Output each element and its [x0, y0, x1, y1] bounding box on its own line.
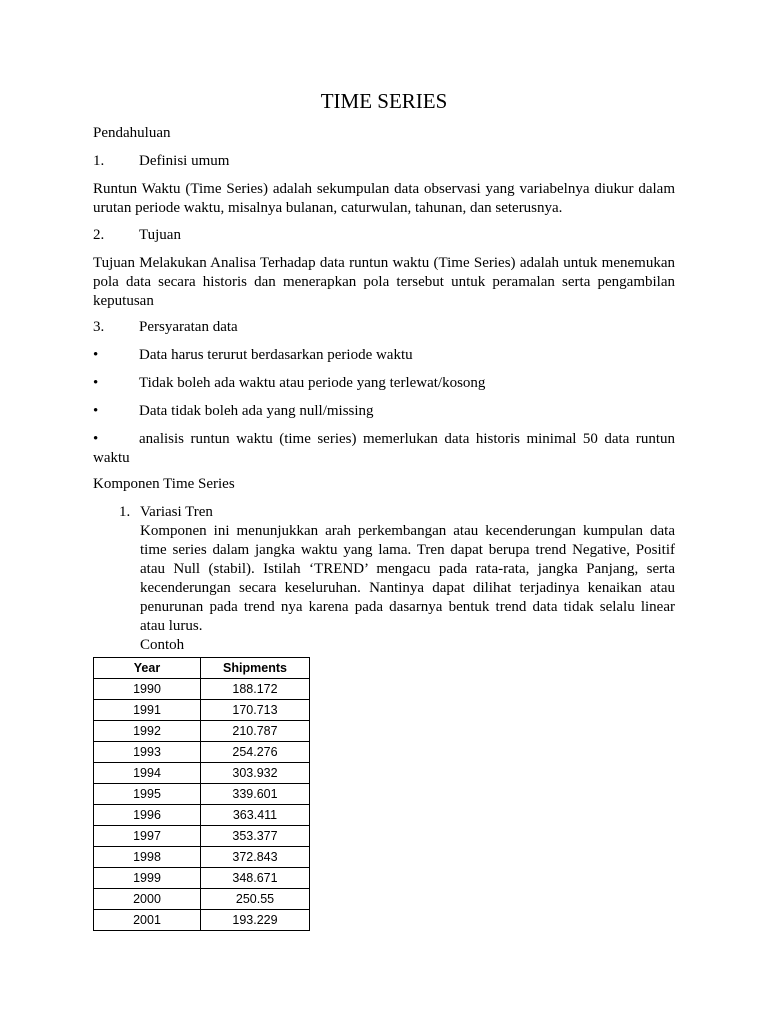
bullet-icon: •: [93, 431, 99, 447]
table-row: [94, 826, 310, 847]
table-row: [94, 805, 310, 826]
variasi-tren-number: 1.: [119, 504, 131, 520]
bullet-text: Tidak boleh ada waktu atau periode yang terlewat/kosong: [139, 375, 486, 391]
shipments-cell: 250.55: [201, 889, 310, 910]
section-2-heading: [93, 226, 675, 245]
table-row: [94, 742, 310, 763]
shipments-cell: 193.229: [201, 910, 310, 931]
variasi-tren-item: [119, 503, 675, 655]
table-row: [94, 847, 310, 868]
table-row: [94, 721, 310, 742]
year-cell: 1993: [94, 742, 201, 763]
shipments-cell: 372.843: [201, 847, 310, 868]
section-1-text: Runtun Waktu (Time Series) adalah sekumpulan data observasi yang variabelnya diukur dalam urutan periode waktu, misalnya bulanan, caturwulan, tahunan, dan seterusnya.: [93, 181, 675, 216]
year-cell: 1996: [94, 805, 201, 826]
year-cell: 2000: [94, 889, 201, 910]
bullet-item: [93, 374, 675, 393]
shipments-table: [93, 657, 310, 931]
table-row: [94, 700, 310, 721]
shipments-cell: 353.377: [201, 826, 310, 847]
variasi-tren-text: Komponen ini menunjukkan arah perkembangan atau kecenderungan kumpulan data time series dalam jangka waktu yang lama. Tren dapat berupa trend Negative, Positif atau Null (stabil). Istilah ‘TREND’ mengacu pada rata-rata, jangka Panjang, serta kecenderungan secara keseluruhan. Nantinya dapat dilihat terjadinya kenaikan atau penurunan pada trend nya karena pada dasarnya bentuk trend data tidak selalu linear atau lurus.: [140, 523, 675, 634]
bullet-item: [93, 346, 675, 365]
shipments-cell: 348.671: [201, 868, 310, 889]
bullet-icon: •: [93, 347, 99, 363]
year-cell: 1999: [94, 868, 201, 889]
page-title: TIME SERIES: [320, 89, 448, 113]
bullet-text: Data tidak boleh ada yang null/missing: [139, 403, 374, 419]
shipments-cell: 363.411: [201, 805, 310, 826]
year-cell: 2001: [94, 910, 201, 931]
contoh-label: Contoh: [140, 637, 185, 653]
intro-heading: Pendahuluan: [93, 125, 171, 141]
year-cell: 1992: [94, 721, 201, 742]
table-body: [94, 679, 310, 931]
shipments-cell: 170.713: [201, 700, 310, 721]
section-1-label: Definisi umum: [139, 153, 230, 169]
shipments-cell: 254.276: [201, 742, 310, 763]
section-2-number: 2.: [93, 227, 105, 243]
shipments-cell: 210.787: [201, 721, 310, 742]
section-3-heading: [93, 318, 675, 337]
section-2-text: Tujuan Melakukan Analisa Terhadap data runtun waktu (Time Series) adalah untuk menemukan pola data secara historis dan menerapkan pola tersebut untuk peramalan serta pengambilan keputusan: [93, 255, 675, 309]
shipments-cell: 188.172: [201, 679, 310, 700]
section-2-label: Tujuan: [139, 227, 181, 243]
bullet-item: [93, 402, 675, 421]
section-3-number: 3.: [93, 319, 105, 335]
bullet-icon: •: [93, 403, 99, 419]
table-row: [94, 910, 310, 931]
column-header-year: Year: [94, 658, 201, 679]
bullet-item: [93, 430, 675, 468]
year-cell: 1990: [94, 679, 201, 700]
table-row: [94, 679, 310, 700]
table-row: [94, 868, 310, 889]
bullet-text: Data harus terurut berdasarkan periode waktu: [139, 347, 413, 363]
table-row: [94, 763, 310, 784]
column-header-shipments: Shipments: [201, 658, 310, 679]
komponen-heading: Komponen Time Series: [93, 476, 235, 492]
bullet-icon: •: [93, 375, 99, 391]
year-cell: 1991: [94, 700, 201, 721]
section-1-heading: [93, 152, 675, 171]
year-cell: 1997: [94, 826, 201, 847]
section-1-number: 1.: [93, 153, 105, 169]
shipments-cell: 303.932: [201, 763, 310, 784]
table-header-row: [94, 658, 310, 679]
table-row: [94, 889, 310, 910]
table-row: [94, 784, 310, 805]
shipments-cell: 339.601: [201, 784, 310, 805]
year-cell: 1998: [94, 847, 201, 868]
year-cell: 1994: [94, 763, 201, 784]
bullet-text: analisis runtun waktu (time series) memerlukan data historis minimal 50 data runtun waktu: [93, 431, 675, 466]
section-3-label: Persyaratan data: [139, 319, 238, 335]
variasi-tren-label: Variasi Tren: [140, 504, 213, 520]
year-cell: 1995: [94, 784, 201, 805]
